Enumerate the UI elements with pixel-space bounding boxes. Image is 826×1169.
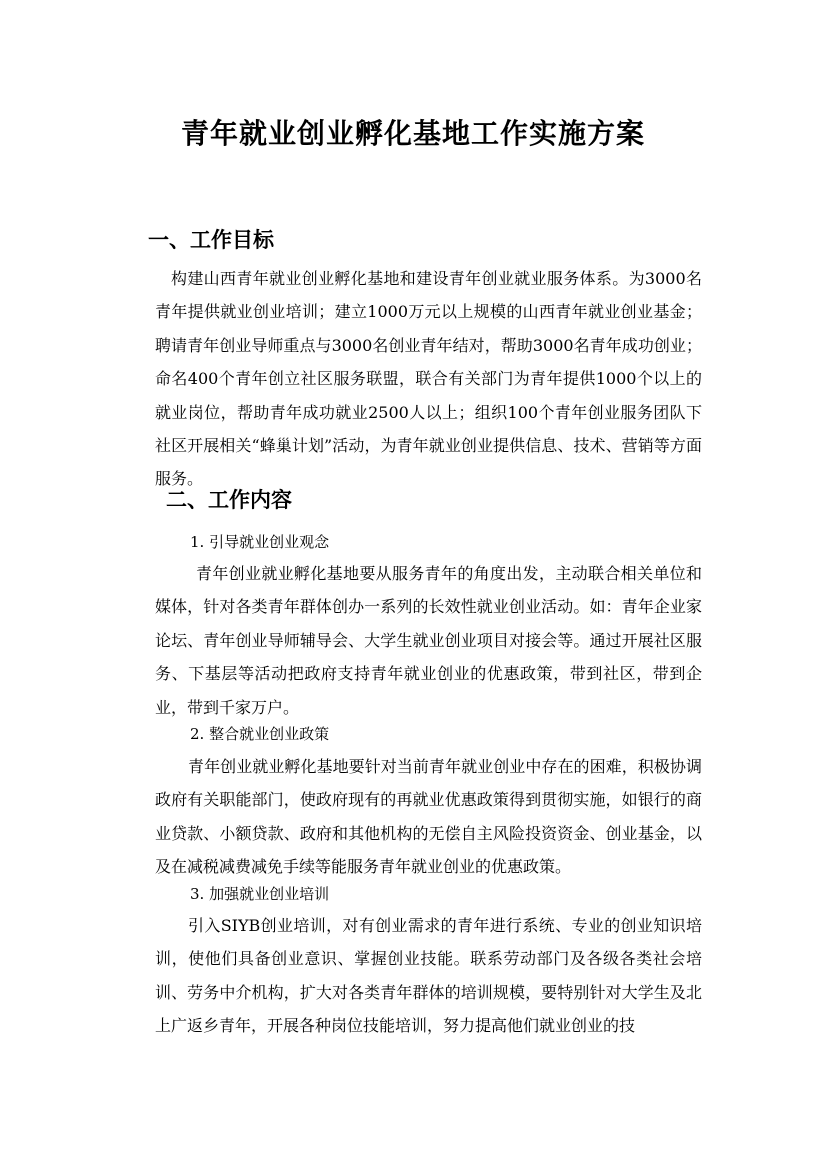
content-item-3-heading: 3. 加强就业创业培训 bbox=[190, 885, 330, 903]
content-item-1-paragraph: 青年创业就业孵化基地要从服务青年的角度出发，主动联合相关单位和媒体，针对各类青年群体创办一系列的长效性就业创业活动。如：青年企业家论坛、青年创业导师辅导会、大学生就业创业项目对接会等。通过开展社区服务、下基层等活动把政府支持青年就业创业的优惠政策，带到社区，带到企业，带到千家万户。 bbox=[155, 564, 702, 717]
goals-paragraph: 构建山西青年就业创业孵化基地和建设青年创业就业服务体系。为3000名青年提供就业创业培训；建立1000万元以上规模的山西青年就业创业基金；聘请青年创业导师重点与3000名创业青年结对，帮助3000名青年成功创业；命名400个青年创立社区服务联盟，联合有关部门为青年提供1000个以上的就业岗位，帮助青年成功就业2500人以上；组织100个青年创业服务团队下社区开展相关“蜂巢计划”活动，为青年就业创业提供信息、技术、营销等方面服务。 bbox=[155, 269, 702, 489]
content-item-1-heading: 1. 引导就业创业观念 bbox=[190, 533, 330, 551]
content-item-2-heading: 2. 整合就业创业政策 bbox=[190, 725, 330, 743]
document-title: 青年就业创业孵化基地工作实施方案 bbox=[180, 117, 645, 150]
section-heading-goals: 一、工作目标 bbox=[148, 228, 274, 252]
section-heading-content: 二、工作内容 bbox=[166, 488, 292, 512]
content-item-3-paragraph: 引入SIYB创业培训，对有创业需求的青年进行系统、专业的创业知识培训，使他们具备创业意识、掌握创业技能。联系劳动部门及各级各类社会培训、劳务中介机构，扩大对各类青年群体的培训规模，要特别针对大学生及北上广返乡青年，开展各种岗位技能培训，努力提高他们就业创业的技 bbox=[155, 916, 702, 1036]
content-item-2-paragraph: 青年创业就业孵化基地要针对当前青年就业创业中存在的困难，积极协调政府有关职能部门，使政府现有的再就业优惠政策得到贯彻实施，如银行的商业贷款、小额贷款、政府和其他机构的无偿自主风险投资资金、创业基金，以及在减税减费减免手续等能服务青年就业创业的优惠政策。 bbox=[155, 757, 702, 877]
